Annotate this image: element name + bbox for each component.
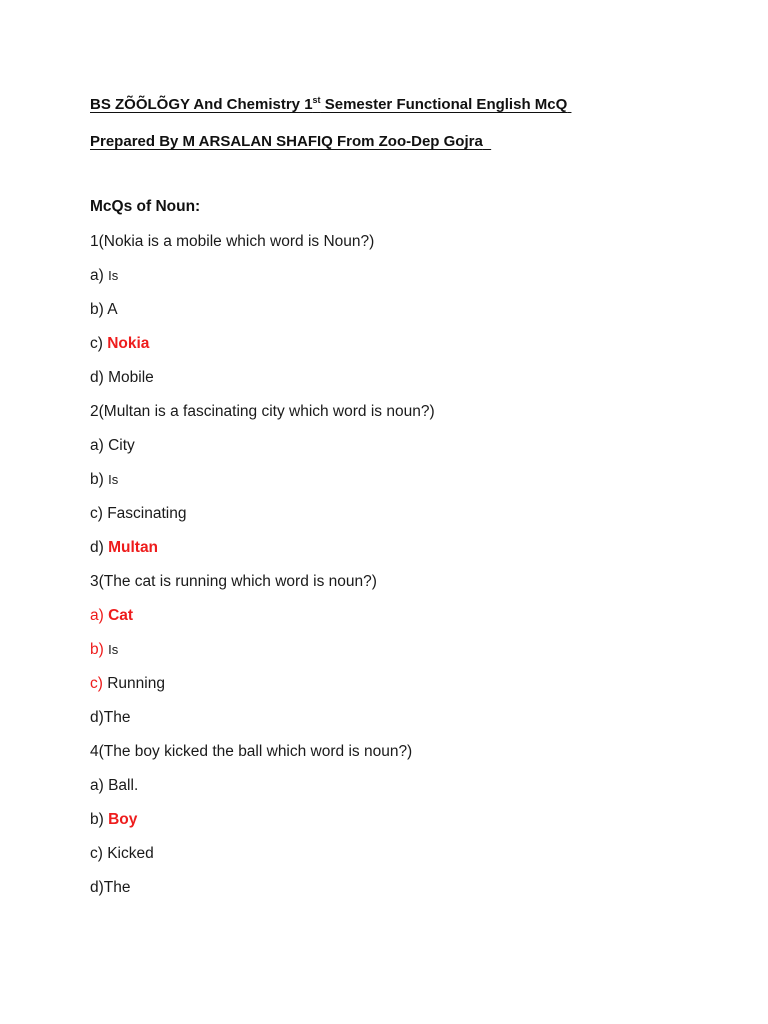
- option-text: Fascinating: [107, 505, 187, 522]
- option-letter: a): [90, 777, 109, 794]
- correct-answer-text: Nokia: [107, 335, 150, 352]
- option-letter: c): [90, 505, 108, 522]
- q4-option-b: [90, 810, 137, 830]
- option-text: City: [108, 437, 135, 454]
- option-letter: b): [90, 641, 109, 658]
- correct-answer-text: Boy: [108, 811, 138, 828]
- document-title: [90, 95, 571, 115]
- option-letter: d): [90, 369, 109, 386]
- title-text-part1: BS ZÕÕLÕGY And Chemistry 1: [90, 96, 313, 113]
- q1-option-b: [90, 300, 118, 320]
- q1-option-a: [90, 266, 118, 286]
- q2-option-b: [90, 470, 118, 490]
- option-text: Running: [107, 675, 165, 692]
- question-4: 4(The boy kicked the ball which word is noun?): [90, 743, 413, 760]
- q2-option-c: [90, 504, 186, 524]
- correct-answer-text: Multan: [108, 539, 159, 556]
- option-letter: a): [90, 267, 109, 284]
- q3-option-a: [90, 606, 133, 626]
- prepared-by-line: [90, 132, 491, 152]
- option-text: A: [107, 301, 118, 318]
- q2-option-d: [90, 538, 158, 558]
- question-2: 2(Multan is a fascinating city which word is noun?): [90, 403, 435, 420]
- option-letter: c): [90, 335, 108, 352]
- prepared-by-text: Prepared By M ARSALAN SHAFIQ From Zoo-Dep Gojra: [90, 133, 483, 150]
- option-letter: b): [90, 301, 108, 318]
- option-text: Ball.: [108, 777, 139, 794]
- section-title: McQs of Noun:: [90, 198, 201, 215]
- option-text: Is: [108, 472, 119, 487]
- title-superscript: st: [312, 95, 321, 105]
- correct-answer-text: Cat: [108, 607, 134, 624]
- q4-option-d: [90, 878, 131, 898]
- option-letter: b): [90, 471, 109, 488]
- q4-option-c: [90, 844, 154, 864]
- option-text: Is: [108, 268, 119, 283]
- option-text: Kicked: [107, 845, 154, 862]
- option-letter: a): [90, 607, 109, 624]
- question-3: 3(The cat is running which word is noun?): [90, 573, 377, 590]
- option-letter: d): [90, 539, 109, 556]
- option-letter: c): [90, 845, 108, 862]
- option-letter: b): [90, 811, 109, 828]
- q3-option-c: [90, 674, 165, 694]
- option-text: The: [103, 879, 131, 896]
- option-letter: c): [90, 675, 108, 692]
- option-letter: d): [90, 879, 104, 896]
- option-text: Is: [108, 642, 119, 657]
- question-1: 1(Nokia is a mobile which word is Noun?): [90, 233, 375, 250]
- option-text: The: [103, 709, 131, 726]
- q2-option-a: [90, 436, 135, 456]
- option-text: Mobile: [108, 369, 154, 386]
- title-text-part2: Semester Functional English McQ: [320, 96, 568, 113]
- option-letter: d): [90, 709, 104, 726]
- q1-option-c: [90, 334, 149, 354]
- q3-option-d: [90, 708, 131, 728]
- q3-option-b: [90, 640, 118, 660]
- q4-option-a: [90, 776, 138, 796]
- q1-option-d: [90, 368, 154, 388]
- option-letter: a): [90, 437, 109, 454]
